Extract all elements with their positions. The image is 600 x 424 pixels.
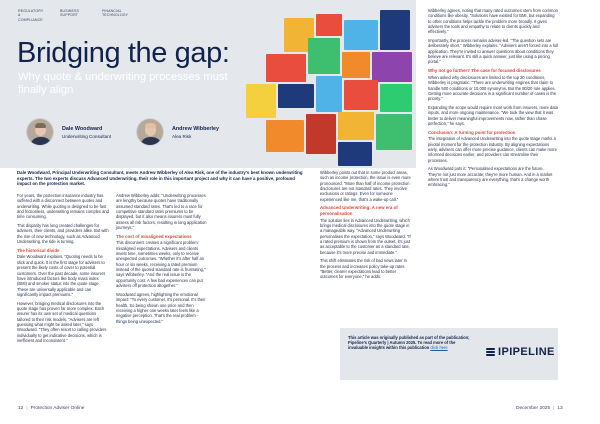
click-here-link[interactable]: click here	[430, 345, 448, 351]
logo-text: IPIPELINE	[498, 346, 555, 358]
text-column-2	[116, 193, 208, 327]
tile-shape	[342, 52, 370, 78]
tile-shape	[338, 112, 374, 140]
article-intro: Dale Woodward, Principal Underwriting Consultant, meets Andrew Wibberley of Alea Risk, one of the industry's best known underwriting experts. The two experts discuss Advanced Underwriting, their role in this important project and why it can have a positive, profound impact on the protection market.	[17, 170, 303, 187]
paragraph: The solution lies in Advanced Underwriting, which brings medical disclosures into the quote stage in a manageable way. "Advanced Underwriting personalises the expectation," says Woodward. "If a rated premium is shown from the outset, it's just as acceptable to the customer as a standard rate, because it's more precise and immediate."	[320, 217, 411, 255]
tile-shape	[306, 114, 336, 154]
person-name: Dale Woodward	[62, 125, 103, 132]
callout-body: This article was originally published as part of the publication; Pipeline's Quarterly | Autumn 2025. To read more of the invaluable insights within this publication	[348, 335, 470, 351]
tile-shape	[278, 84, 314, 108]
person-role: Alea Risk	[172, 133, 192, 139]
paragraph: Dale Woodward explains, "Quoting needs to be slick and quick. It is the first stage for advisers to present the likely costs of cover to potential customers. Over the past decade, some insurers have introduced factors like body mass index (BMI) and smoker status into the quote stage. These are universally applicable and can significantly impact premiums."	[17, 254, 106, 297]
paragraph: Andrew Wibberley adds: "Underwriting processes are lengthy because quotes have traditionally assumed standard rates. That's led to a race for competitive standard rates premiums to be displayed, but it also means insurers must fully assess all risk factors, resulting in long application journeys."	[116, 193, 207, 231]
footer-left: 12 | Protection Adviser Online	[18, 406, 85, 411]
tile-shape	[380, 10, 410, 50]
tile-shape	[344, 20, 378, 50]
category-tag: FINANCIAL TECHNOLOGY	[102, 9, 129, 18]
publication-callout	[340, 328, 558, 380]
page-number-right: 13	[557, 406, 563, 411]
paragraph: When asked why disclosures are limited to the top 20 conditions, Wibberley is pragmatic: "There are underwriting engines that claim to handle 500 conditions or 10,000 synonyms. But the 80/20 rule applies. Getting more accurate decisions in a significant number of cases is the priority."	[428, 74, 557, 102]
tile-shape	[338, 142, 372, 166]
paragraph: However, bringing medical disclosures into the quote stage has proven far more complex. Each insurer has its own set of medical questions tailored to their risk models. "Advisers are left guessing what might be asked later," says Woodward. "They often resort to calling providers individually to get indicative decisions, which is inefficient and inconsistent."	[17, 300, 107, 344]
callout-text	[348, 335, 476, 351]
ipipeline-logo	[486, 346, 555, 358]
tile-shape	[308, 38, 340, 74]
paragraph: For years, the protection insurance industry has suffered with a disconnect between quotes and underwriting. While quoting is designed to be fast and frictionless, underwriting remains complex and time consuming.	[17, 193, 109, 220]
paragraph: Expanding the scope would require more work from insurers, more data inputs, and more ongoing maintenance. "We took the view that it was better to deliver meaningful improvements now, rather than chase perfection," he says.	[428, 104, 558, 126]
person-photo-icon	[136, 118, 164, 146]
section-heading: Advanced Underwriting: A new era of personalisation	[320, 205, 398, 217]
text-column-4	[428, 8, 558, 191]
page-number-left: 12	[18, 406, 24, 411]
tile-shape	[266, 120, 304, 152]
person-photo-icon	[26, 118, 54, 146]
tile-shape	[344, 80, 378, 110]
puzzle-tiles-illustration	[246, 10, 416, 166]
person-name: Andrew Wibberley	[172, 125, 219, 132]
paragraph: Wibberley agrees, noting that many rated outcomes stem from common conditions like obesity. "Solutions have existed for BMI, but expanding to other conditions helps tackle the problem more broadly. It gives advisers the tools and empathy to relate to clients quickly and effectively."	[428, 8, 558, 35]
issue-date: December 2025	[516, 406, 551, 411]
section-heading: The historical divide	[17, 247, 60, 253]
tile-shape	[316, 14, 342, 36]
section-heading: The cost of misaligned expectations	[116, 233, 192, 239]
tile-shape	[316, 76, 342, 112]
author-card-andrew	[136, 118, 219, 146]
publication-name: Protection Adviser Online	[30, 406, 85, 411]
category-tag: BUSINESS SUPPORT	[60, 9, 79, 18]
ipipeline-bars-icon	[486, 348, 495, 356]
text-column-1	[17, 193, 109, 347]
tile-shape	[372, 52, 412, 82]
paragraph: Woodward agrees, highlighting the emotional impact: "To every customer, it's personal. It's their health. So being shown one price and then receiving a higher one weeks later feels like a negative perception. That's the real problem - things being unexpected."	[116, 291, 206, 324]
paragraph: This disparity has long created challenges for advisers, their clients, and providers alike. But with the rise of new technology, such as Advanced Underwriting, the tide is turning.	[17, 223, 109, 245]
tile-shape	[380, 84, 412, 112]
paragraph: The integration of Advanced Underwriting into the quote stage marks a pivotal moment for the protection industry. By aligning expectations early, advisers can offer more precise guidance, clients can make more informed decisions earlier, and providers can streamline their processes.	[428, 136, 557, 163]
article-title: Bridging the gap:	[17, 37, 230, 69]
hero-banner	[0, 0, 416, 168]
person-role: Underwriting Consultant	[62, 133, 112, 139]
tile-shape	[266, 54, 306, 82]
category-tags	[18, 9, 130, 22]
footer-right: December 2025 | 13	[516, 406, 563, 411]
section-heading: Why not go further? The case for focused disclosures	[428, 68, 541, 74]
author-card-dale	[26, 118, 111, 146]
tile-shape	[246, 84, 276, 118]
paragraph: As Woodward puts it: "Personalised expectations are the future. They're not just more accurate; they're more human. And in a market where trust and transparency are everything, that's a change worth embracing."	[428, 166, 553, 188]
paragraph: This disconnect creates a significant problem: misaligned expectations. Advisers and clients invest time, sometimes weeks, only to receive unexpected outcomes. "Whether it's after half an hour or six weeks, receiving a rated premium instead of the quoted standard rate is frustrating," says Wibberley. "And the real issue is the opportunity cost. A few bad experiences can put advisers off protection altogether."	[116, 240, 206, 289]
category-tag: REGULATORY & COMPLIANCE	[18, 9, 44, 22]
paragraph: Wibberley points out that in some product areas, such as income protection, the issue is even more pronounced. "More than half of income protection disclosures are not standard rates. They involve exclusions or ratings. Even for someone experienced like me, that's a wake-up call."	[320, 170, 411, 202]
text-column-3	[320, 170, 412, 283]
paragraph: This shift eliminates the risk of bad news later in the process and increases policy take-up rates. "Better, clearer expectations lead to better outcomes for everyone," he adds.	[320, 258, 407, 280]
paragraph: Importantly, the process remains adviser-led. "The question sets are deliberately short," Wibberley explains. "Advisers aren't forced into a full application. They're invited to answer questions about conditions they believe are relevant. It's still a quick answer, just like using a pricing portal."	[428, 38, 558, 65]
tile-shape	[376, 114, 412, 150]
article-subtitle: Why quote & underwriting processes must finally align	[18, 71, 228, 96]
section-heading: Conclusion: A turning point for protection	[428, 129, 516, 135]
